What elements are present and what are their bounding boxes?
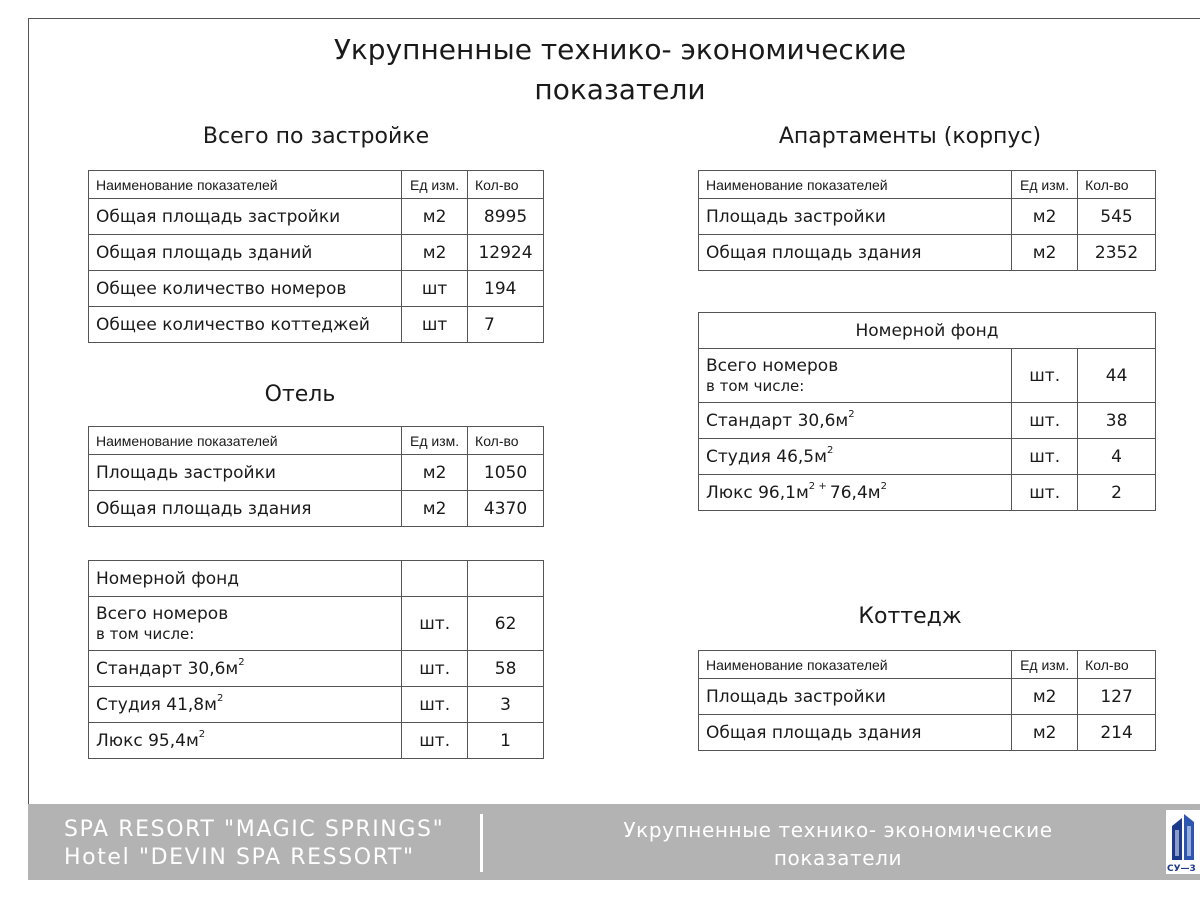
table-header-row (89, 171, 544, 199)
cell-unit: шт (402, 271, 468, 307)
cell-name: Общая площадь здания (699, 715, 1012, 751)
table-row (89, 651, 544, 687)
page-title (0, 30, 1200, 110)
table-row (89, 491, 544, 527)
cell-unit: шт. (1012, 475, 1078, 511)
footer-separator (480, 814, 483, 872)
superscript: 2 (216, 692, 224, 704)
table-row (89, 199, 544, 235)
cell-qty: 4 (1078, 439, 1156, 475)
fund-total-line2: в том числе: (706, 376, 805, 395)
superscript: 2 (808, 480, 816, 492)
cell-qty: 127 (1078, 679, 1156, 715)
fund-total-line1: Всего номеров (706, 355, 839, 376)
cell-qty: 214 (1078, 715, 1156, 751)
project-name-line1: SPA RESORT "MAGIC SPRINGS" (64, 817, 445, 842)
svg-text:СУ—3: СУ—3 (1167, 864, 1196, 874)
cell-unit: м2 (402, 455, 468, 491)
table-row (699, 313, 1156, 349)
cell-name: Площадь застройки (699, 679, 1012, 715)
header-unit: Ед изм. (402, 171, 468, 199)
cell-qty: 3 (468, 687, 544, 723)
cell-unit: шт. (402, 597, 468, 651)
table-row (89, 687, 544, 723)
header-name: Наименование показателей (89, 427, 402, 455)
building-icon (1166, 810, 1200, 874)
empty-cell (402, 561, 468, 597)
company-logo (1166, 810, 1200, 874)
page-title-line1: Укрупненные технико- экономические (333, 33, 907, 66)
total-table (88, 170, 544, 343)
fund-total-line2: в том числе: (96, 624, 195, 643)
cell-unit: м2 (402, 491, 468, 527)
plus-sign: + (815, 480, 830, 492)
table-header-row (89, 427, 544, 455)
table-header-row (699, 651, 1156, 679)
hotel-fund-table (88, 560, 544, 759)
cell-qty: 7 (468, 307, 544, 343)
header-qty: Кол-во (468, 427, 544, 455)
header-name: Наименование показателей (89, 171, 402, 199)
table-row (699, 679, 1156, 715)
header-unit: Ед изм. (1012, 651, 1078, 679)
cell-unit: м2 (1012, 199, 1078, 235)
cell-unit: шт. (1012, 439, 1078, 475)
cell-unit: шт. (402, 723, 468, 759)
cell-qty: 4370 (468, 491, 544, 527)
cell-qty: 38 (1078, 403, 1156, 439)
cell-unit: шт. (402, 687, 468, 723)
cell-name: Общая площадь здания (89, 491, 402, 527)
header-qty: Кол-во (1078, 651, 1156, 679)
table-header-row (699, 171, 1156, 199)
cell-unit: м2 (402, 199, 468, 235)
cell-qty: 2352 (1078, 235, 1156, 271)
cell-unit: шт. (1012, 403, 1078, 439)
cell-qty: 58 (468, 651, 544, 687)
cell-qty: 8995 (468, 199, 544, 235)
room-type-label-2: 76,4м (829, 482, 881, 503)
fund-total-line1: Всего номеров (96, 603, 229, 624)
cell-name: Площадь застройки (699, 199, 1012, 235)
cottage-table (698, 650, 1156, 751)
superscript: 2 (238, 656, 245, 668)
cell-unit: шт. (1012, 349, 1078, 403)
table-row (89, 307, 544, 343)
cell-qty: 12924 (468, 235, 544, 271)
table-row (89, 271, 544, 307)
header-unit: Ед изм. (402, 427, 468, 455)
cell-name (699, 475, 1012, 511)
table-row (89, 455, 544, 491)
table-row (699, 475, 1156, 511)
room-type-label: Студия 41,8м (96, 694, 217, 715)
cell-qty: 44 (1078, 349, 1156, 403)
cell-unit: м2 (1012, 715, 1078, 751)
fund-title: Номерной фонд (89, 561, 402, 597)
table-row (699, 403, 1156, 439)
fund-title: Номерной фонд (699, 313, 1156, 349)
table-row (89, 597, 544, 651)
room-type-label: Стандарт 30,6м (96, 658, 239, 679)
header-qty: Кол-во (1078, 171, 1156, 199)
cell-qty: 1050 (468, 455, 544, 491)
empty-cell (468, 561, 544, 597)
cell-name: Общая площадь зданий (89, 235, 402, 271)
hotel-section-title: Отель (264, 382, 336, 407)
cell-name: Общая площадь здания (699, 235, 1012, 271)
superscript: 2 (848, 408, 855, 420)
fund-total-name (89, 597, 402, 651)
superscript: 2 (826, 444, 834, 456)
table-row (699, 439, 1156, 475)
room-type-label: Студия 46,5м (706, 446, 827, 467)
project-name (64, 816, 444, 872)
table-row (699, 349, 1156, 403)
apartments-fund-table (698, 312, 1156, 511)
table-row (89, 561, 544, 597)
cell-name: Общее количество номеров (89, 271, 402, 307)
page-title-line2: показатели (534, 73, 706, 106)
cell-unit: м2 (1012, 235, 1078, 271)
hotel-table (88, 426, 544, 527)
table-row (89, 723, 544, 759)
superscript: 2 (880, 480, 887, 492)
cell-qty: 62 (468, 597, 544, 651)
table-row (699, 715, 1156, 751)
cell-name (699, 403, 1012, 439)
cell-name (89, 687, 402, 723)
apartments-table (698, 170, 1156, 271)
header-unit: Ед изм. (1012, 171, 1078, 199)
header-name: Наименование показателей (699, 171, 1012, 199)
apartments-section-title: Апартаменты (корпус) (778, 124, 1042, 149)
cell-qty: 194 (468, 271, 544, 307)
cell-name (699, 439, 1012, 475)
footer-title-block (28, 804, 1200, 880)
room-type-label: Люкс 95,4м (96, 730, 199, 751)
cottage-section-title: Коттедж (858, 604, 962, 629)
cell-name (89, 723, 402, 759)
project-name-line2: Hotel "DEVIN SPA RESSORT" (64, 845, 415, 870)
total-section-title: Всего по застройке (202, 124, 430, 149)
table-row (699, 199, 1156, 235)
cell-unit: м2 (1012, 679, 1078, 715)
table-row (699, 235, 1156, 271)
room-type-label: Люкс 96,1м (706, 482, 809, 503)
room-type-label: Стандарт 30,6м (706, 410, 849, 431)
sheet-title-line2: показатели (773, 846, 903, 870)
cell-name: Площадь застройки (89, 455, 402, 491)
superscript: 2 (198, 728, 206, 740)
sheet-title-line1: Укрупненные технико- экономические (623, 818, 1053, 842)
header-qty: Кол-во (468, 171, 544, 199)
cell-unit: шт (402, 307, 468, 343)
sheet-title (568, 816, 1108, 872)
cell-name (89, 651, 402, 687)
cell-qty: 2 (1078, 475, 1156, 511)
cell-unit: м2 (402, 235, 468, 271)
cell-qty: 545 (1078, 199, 1156, 235)
cell-name: Общая площадь застройки (89, 199, 402, 235)
table-row (89, 235, 544, 271)
cell-qty: 1 (468, 723, 544, 759)
header-name: Наименование показателей (699, 651, 1012, 679)
fund-total-name (699, 349, 1012, 403)
cell-unit: шт. (402, 651, 468, 687)
cell-name: Общее количество коттеджей (89, 307, 402, 343)
